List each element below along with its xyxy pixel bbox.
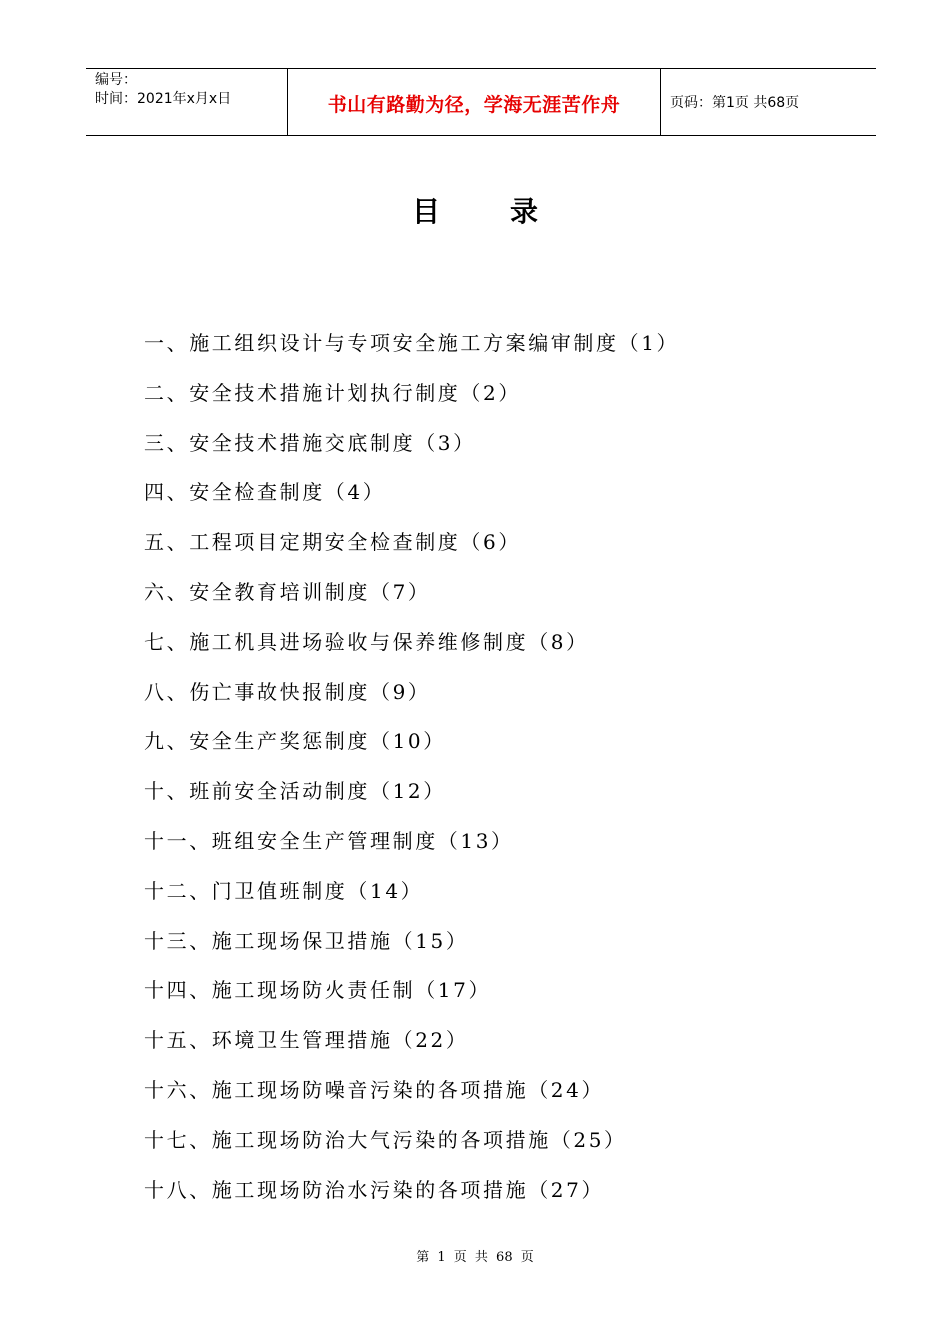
toc-item: 四、安全检查制度（4） (144, 480, 386, 505)
toc-item: 十八、施工现场防治水污染的各项措施（27） (144, 1177, 605, 1202)
toc-item: 十六、施工现场防噪音污染的各项措施（24） (144, 1077, 605, 1102)
toc-item: 六、安全教育培训制度（7） (144, 579, 431, 604)
page-footer: 第 1 页 共 68 页 (416, 1250, 534, 1265)
toc-item: 三、安全技术措施交底制度（3） (144, 430, 476, 455)
header-page-info: 页码：第1页 共68页 (670, 95, 800, 111)
toc-item: 八、伤亡事故快报制度（9） (144, 679, 431, 704)
page-header (86, 68, 876, 136)
header-page-cell (661, 69, 876, 135)
header-meta-cell (86, 69, 288, 135)
toc-item: 十五、环境卫生管理措施（22） (144, 1028, 469, 1053)
toc-item: 十三、施工现场保卫措施（15） (144, 928, 469, 953)
header-slogan: 书山有路勤为径，学海无涯苦作舟 (327, 93, 621, 116)
toc-item: 十一、班组安全生产管理制度（13） (144, 828, 514, 853)
toc-item: 十四、施工现场防火责任制（17） (144, 978, 492, 1003)
toc-item: 二、安全技术措施计划执行制度（2） (144, 380, 521, 405)
document-time-label: 时间：2021年x月x日 (95, 91, 232, 107)
toc-item: 九、安全生产奖惩制度（10） (144, 729, 446, 754)
toc-item: 十七、施工现场防治大气污染的各项措施（25） (144, 1127, 627, 1152)
toc-item: 十、班前安全活动制度（12） (144, 779, 446, 804)
document-number-label: 编号： (95, 72, 137, 88)
toc-item: 一、施工组织设计与专项安全施工方案编审制度（1） (144, 331, 680, 355)
toc-item: 七、施工机具进场验收与保养维修制度（8） (144, 629, 589, 654)
toc-item: 五、工程项目定期安全检查制度（6） (144, 530, 521, 555)
header-slogan-cell (288, 69, 661, 135)
toc-title: 目录 (411, 195, 608, 228)
toc-list (144, 328, 679, 1224)
toc-item: 十二、门卫值班制度（14） (144, 878, 424, 903)
